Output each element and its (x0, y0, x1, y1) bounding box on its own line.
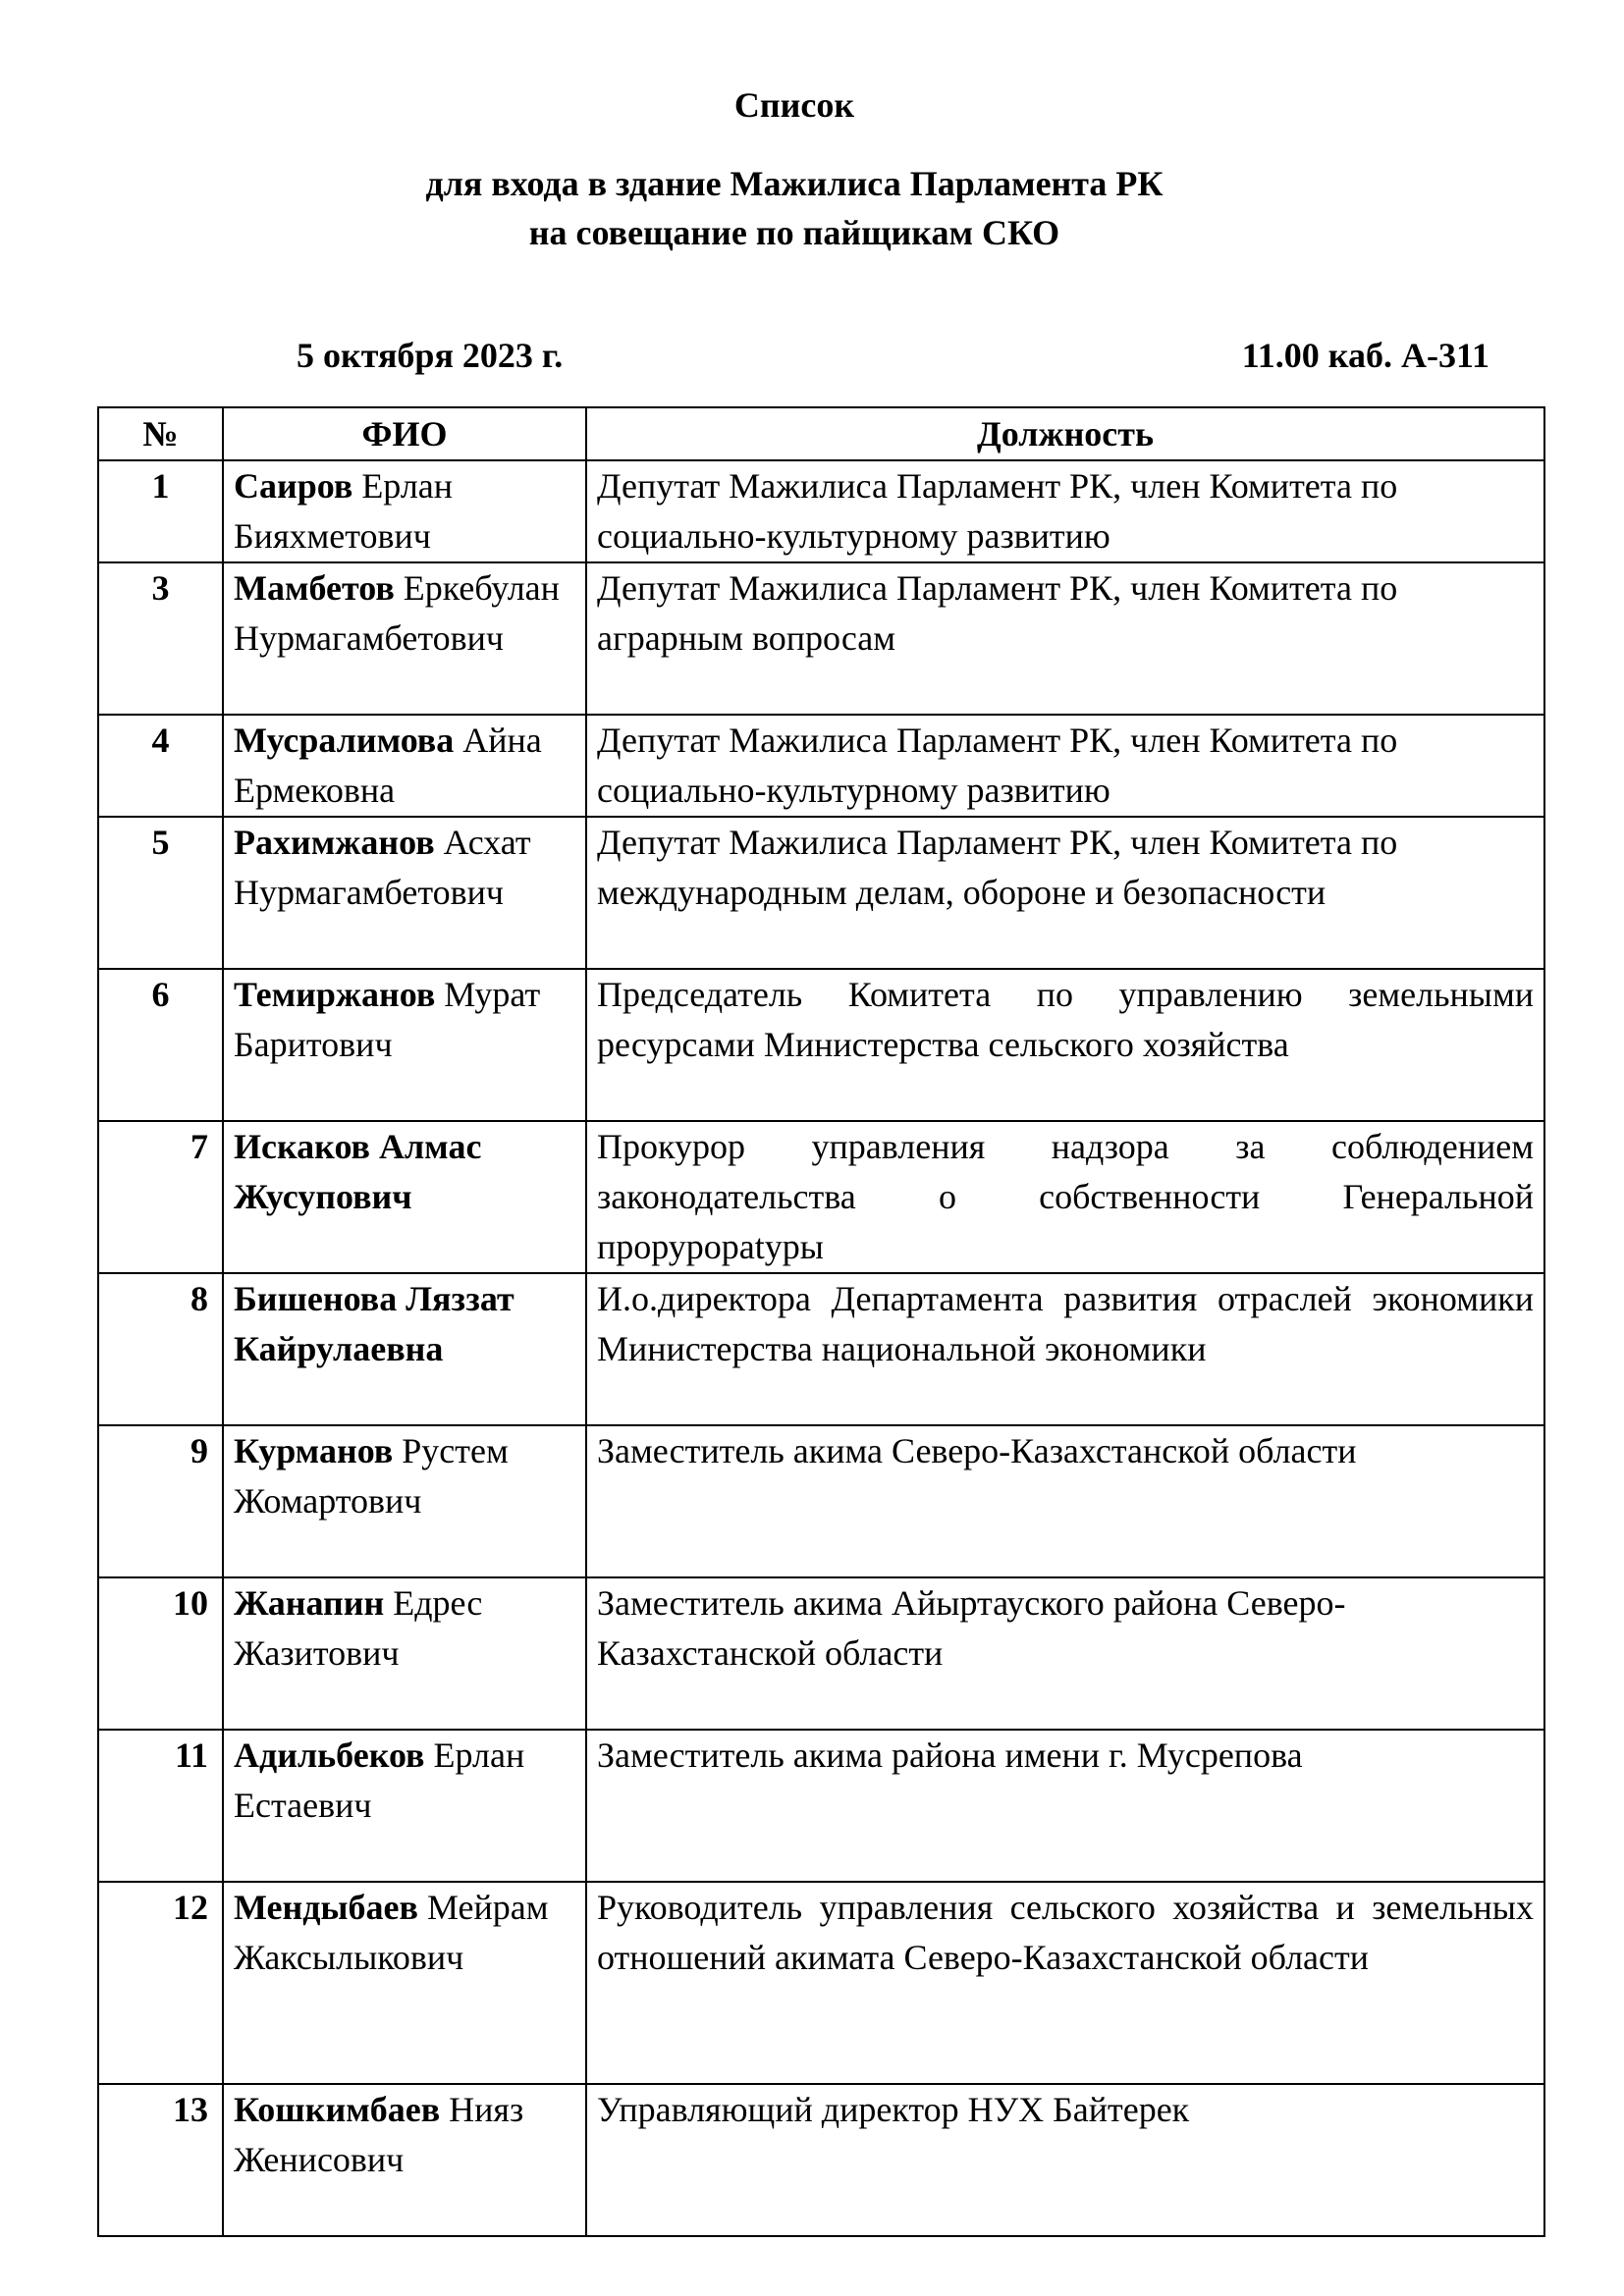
row-number: 1 (98, 460, 223, 562)
document-subtitle-line2: на совещание по пайщикам СКО (528, 213, 1060, 252)
attendee-surname: Саиров (234, 466, 353, 506)
attendee-position: Прокурор управления надзора за соблюдением законодательства о собственности Генеральной прорурорatуры (586, 1121, 1544, 1273)
attendee-given-name: Еркебулан Нурмагамбетович (234, 568, 560, 658)
table-row (98, 2084, 1544, 2236)
attendee-position: Депутат Мажилиса Парламент РК, член Комитета по социально-культурному развитию (586, 460, 1544, 562)
table-row (98, 1425, 1544, 1577)
attendee-name (223, 460, 586, 562)
table-row (98, 460, 1544, 562)
attendee-surname: Рахимжанов (234, 823, 435, 862)
column-header-position: Должность (586, 407, 1544, 460)
attendee-full-name: Искаков Алмас Жусупович (234, 1127, 482, 1216)
table-row (98, 817, 1544, 969)
attendee-position: И.о.директора Департамента развития отраслей экономики Министерства национальной экономики (586, 1273, 1544, 1425)
attendee-surname: Темиржанов (234, 975, 436, 1014)
row-number: 13 (98, 2084, 223, 2236)
table-row (98, 715, 1544, 817)
row-number: 7 (98, 1121, 223, 1273)
attendee-position: Управляющий директор НУХ Байтерек (586, 2084, 1544, 2236)
row-number: 3 (98, 562, 223, 715)
attendee-surname: Курманов (234, 1431, 394, 1470)
attendee-surname: Мусралимова (234, 721, 455, 760)
column-header-number: № (98, 407, 223, 460)
attendee-name (223, 969, 586, 1121)
table-row (98, 1273, 1544, 1425)
attendee-surname: Жанапин (234, 1583, 385, 1623)
row-number: 8 (98, 1273, 223, 1425)
attendee-position: Заместитель акима Северо-Казахстанской области (586, 1425, 1544, 1577)
attendee-given-name: Ерлан Бияхметович (234, 466, 454, 556)
table-row (98, 1121, 1544, 1273)
attendee-position: Заместитель акима Айыртауского района Северо-Казахстанской области (586, 1577, 1544, 1730)
meeting-time-room: 11.00 каб. А-311 (1241, 336, 1489, 375)
attendee-name (223, 715, 586, 817)
attendee-name (223, 562, 586, 715)
table-row (98, 1730, 1544, 1882)
attendee-given-name: Нияз Женисович (234, 2090, 524, 2179)
attendee-given-name: Мурат Баритович (234, 975, 541, 1064)
table-row (98, 1882, 1544, 2084)
row-number: 9 (98, 1425, 223, 1577)
attendee-position: Руководитель управления сельского хозяйства и земельных отношений акимата Северо-Казахстанской области (586, 1882, 1544, 2084)
attendee-position: Депутат Мажилиса Парламент РК, член Комитета по аграрным вопросам (586, 562, 1544, 715)
attendee-position: Заместитель акима района имени г. Мусрепова (586, 1730, 1544, 1882)
document-subtitle-line1: для входа в здание Мажилиса Парламента РК (425, 164, 1164, 203)
row-number: 4 (98, 715, 223, 817)
attendee-position: Депутат Мажилиса Парламент РК, член Комитета по международным делам, обороне и безопасности (586, 817, 1544, 969)
attendee-name (223, 1121, 586, 1273)
table-header-row (98, 407, 1544, 460)
attendee-table (97, 406, 1545, 2237)
attendee-position: Депутат Мажилиса Парламент РК, член Комитета по социально-культурному развитию (586, 715, 1544, 817)
attendee-given-name: Рустем Жомартович (234, 1431, 509, 1521)
document-title: Список (733, 85, 855, 125)
attendee-name (223, 1425, 586, 1577)
row-number: 5 (98, 817, 223, 969)
attendee-surname: Мамбетов (234, 568, 395, 608)
table-row (98, 1577, 1544, 1730)
attendee-given-name: Айна Ермековна (234, 721, 542, 810)
column-header-name: ФИО (223, 407, 586, 460)
attendee-given-name: Ерлан Естаевич (234, 1735, 525, 1825)
row-number: 12 (98, 1882, 223, 2084)
attendee-position: Председатель Комитета по управлению земельными ресурсами Министерства сельского хозяйства (586, 969, 1544, 1121)
attendee-name (223, 817, 586, 969)
attendee-name (223, 1730, 586, 1882)
attendee-surname: Мендыбаев (234, 1888, 418, 1927)
attendee-name (223, 1273, 586, 1425)
attendee-given-name: Едрес Жазитович (234, 1583, 483, 1673)
row-number: 10 (98, 1577, 223, 1730)
table-row (98, 969, 1544, 1121)
row-number: 11 (98, 1730, 223, 1882)
row-number: 6 (98, 969, 223, 1121)
attendee-given-name: Асхат Нурмагамбетович (234, 823, 531, 912)
attendee-name (223, 2084, 586, 2236)
table-row (98, 562, 1544, 715)
attendee-name (223, 1882, 586, 2084)
attendee-surname: Адильбеков (234, 1735, 425, 1775)
attendee-full-name: Бишенова Ляззат Кайрулаевна (234, 1279, 514, 1368)
attendee-given-name: Мейрам Жаксылыкович (234, 1888, 549, 1977)
attendee-name (223, 1577, 586, 1730)
attendee-surname: Кошкимбаев (234, 2090, 441, 2129)
meeting-date: 5 октября 2023 г. (297, 336, 564, 375)
